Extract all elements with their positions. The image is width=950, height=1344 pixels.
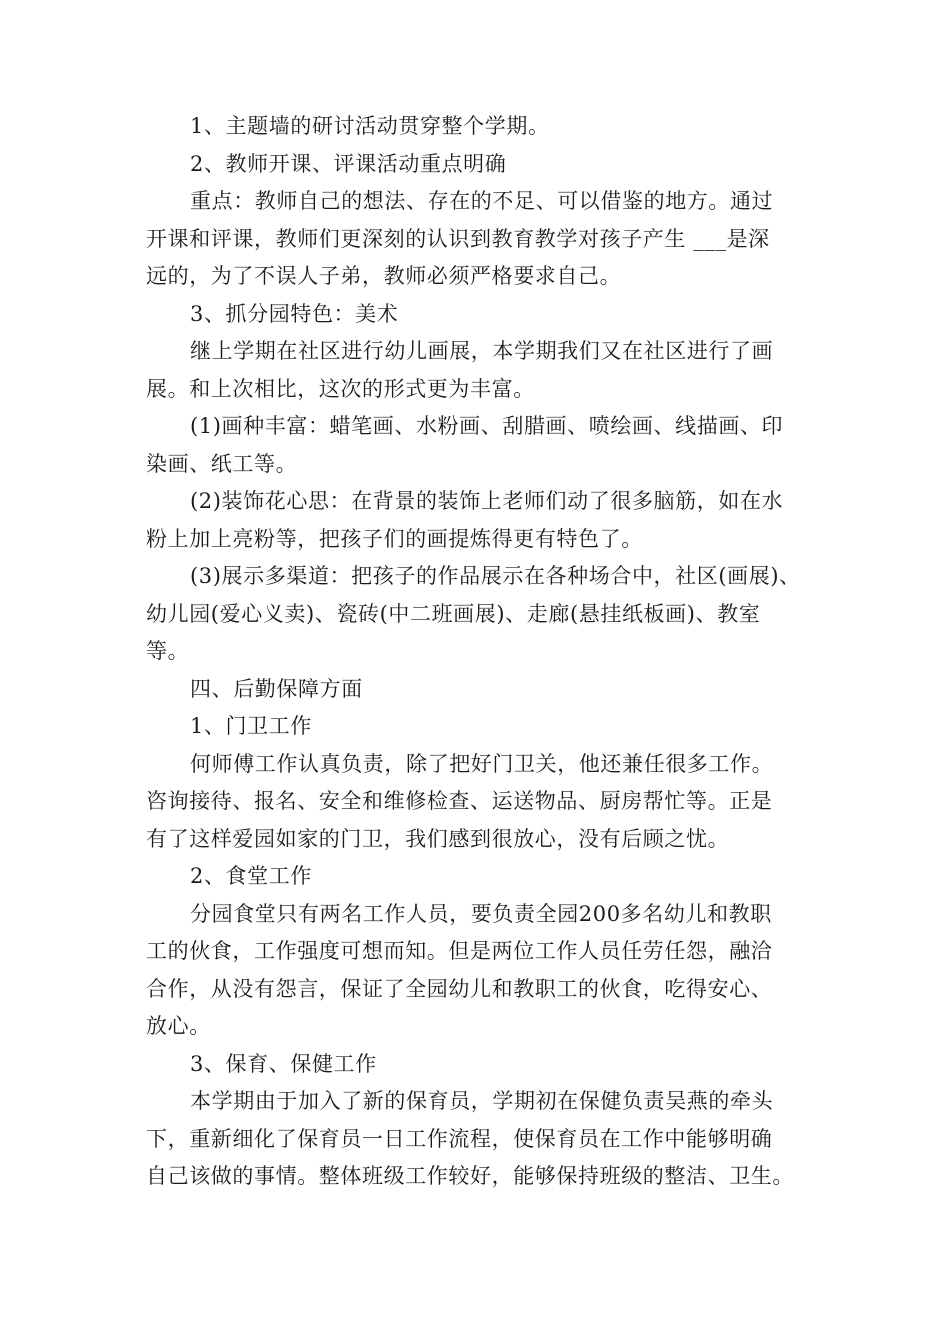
text-line: 分园食堂只有两名工作人员，要负责全园200多名幼儿和教职 bbox=[190, 901, 772, 926]
text-line: 重点：教师自己的想法、存在的不足、可以借鉴的地方。通过 bbox=[190, 189, 774, 213]
text-line: 继上学期在社区进行幼儿画展，本学期我们又在社区进行了画 bbox=[190, 339, 774, 363]
text-line: 咨询接待、报名、安全和维修检查、运送物品、厨房帮忙等。正是 bbox=[146, 789, 773, 813]
text-line: (2)装饰花心思：在背景的装饰上老师们动了很多脑筋，如在水 bbox=[190, 489, 784, 513]
text-line: 幼儿园(爱心义卖)、瓷砖(中二班画展)、走廊(悬挂纸板画)、教室 bbox=[146, 601, 761, 626]
text-line: 工的伙食，工作强度可想而知。但是两位工作人员任劳任怨，融洽 bbox=[146, 939, 773, 963]
text-line: 染画、纸工等。 bbox=[146, 451, 298, 476]
text-line: 3、保育、保健工作 bbox=[190, 1051, 377, 1076]
text-line: 1、门卫工作 bbox=[190, 714, 312, 738]
text-line: 放心。 bbox=[146, 1014, 211, 1038]
text-line: 1、主题墙的研讨活动贯穿整个学期。 bbox=[190, 114, 550, 138]
text-line: 展。和上次相比，这次的形式更为丰富。 bbox=[146, 376, 535, 401]
text-line: 粉上加上亮粉等，把孩子们的画提炼得更有特色了。 bbox=[146, 526, 643, 551]
text-line: 3、抓分园特色：美术 bbox=[190, 301, 399, 326]
text-line: 有了这样爱园如家的门卫，我们感到很放心，没有后顾之忧。 bbox=[146, 826, 730, 851]
text-line: 下，重新细化了保育员一日工作流程，使保育员在工作中能够明确 bbox=[146, 1126, 773, 1151]
document-body bbox=[146, 108, 816, 1196]
text-line: 合作，从没有怨言，保证了全园幼儿和教职工的伙食，吃得安心、 bbox=[146, 976, 773, 1001]
text-line: 自己该做的事情。整体班级工作较好，能够保持班级的整洁、卫生。 bbox=[146, 1164, 794, 1188]
text-line: (3)展示多渠道：把孩子的作品展示在各种场合中，社区(画展)、 bbox=[190, 564, 801, 588]
text-line: 开课和评课，教师们更深刻的认识到教育教学对孩子产生 ___是深 bbox=[146, 226, 770, 251]
text-line: 2、教师开课、评课活动重点明确 bbox=[190, 151, 507, 176]
text-line: 等。 bbox=[146, 639, 190, 663]
text-line: 本学期由于加入了新的保育员，学期初在保健负责吴燕的牵头 bbox=[190, 1089, 774, 1113]
text-line: 2、食堂工作 bbox=[190, 864, 312, 888]
text-line: 四、后勤保障方面 bbox=[190, 676, 363, 701]
text-line: 远的，为了不误人子弟，教师必须严格要求自己。 bbox=[146, 264, 622, 288]
text-line: (1)画种丰富：蜡笔画、水粉画、刮腊画、喷绘画、线描画、印 bbox=[190, 414, 784, 438]
text-line: 何师傅工作认真负责，除了把好门卫关，他还兼任很多工作。 bbox=[190, 751, 774, 776]
